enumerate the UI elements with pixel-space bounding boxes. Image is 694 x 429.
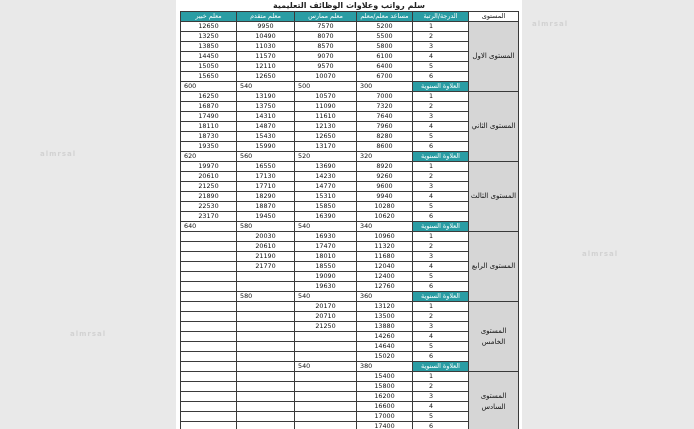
annual-raise-value: 640: [181, 222, 237, 232]
table-body: [181, 22, 519, 429]
salary-cell: 13880: [357, 322, 413, 332]
annual-raise-value: 620: [181, 152, 237, 162]
salary-cell: 14640: [357, 342, 413, 352]
grade-cell: 3: [413, 182, 469, 192]
salary-cell: 19350: [181, 142, 237, 152]
salary-cell: [237, 352, 295, 362]
annual-raise-value: 600: [181, 82, 237, 92]
salary-cell: 6100: [357, 52, 413, 62]
salary-cell: 15020: [357, 352, 413, 362]
salary-cell: 9260: [357, 172, 413, 182]
salary-cell: [295, 412, 357, 422]
annual-raise-label: العلاوة السنوية: [413, 82, 469, 92]
grade-cell: 3: [413, 252, 469, 262]
salary-cell: 9940: [357, 192, 413, 202]
salary-cell: [237, 302, 295, 312]
left-margin: [0, 0, 176, 429]
watermark-text: almrsal: [70, 330, 107, 338]
salary-cell: 22530: [181, 202, 237, 212]
table-row: [181, 132, 519, 142]
table-row: [181, 202, 519, 212]
salary-cell: 21250: [181, 182, 237, 192]
salary-cell: 14310: [237, 112, 295, 122]
annual-raise-row: [181, 292, 519, 302]
annual-raise-value: 500: [295, 82, 357, 92]
table-row: [181, 422, 519, 429]
salary-cell: 10070: [295, 72, 357, 82]
grade-cell: 1: [413, 232, 469, 242]
salary-cell: 5800: [357, 42, 413, 52]
document-title: سلم رواتب وعلاوات الوظائف التعليمية: [273, 1, 425, 10]
annual-raise-value: 380: [357, 362, 413, 372]
salary-cell: 18290: [237, 192, 295, 202]
salary-cell: 17470: [295, 242, 357, 252]
salary-cell: 21890: [181, 192, 237, 202]
grade-cell: 5: [413, 342, 469, 352]
salary-cell: 9570: [295, 62, 357, 72]
grade-cell: 3: [413, 112, 469, 122]
level-name-cell: المستوى الثاني: [469, 92, 519, 162]
annual-raise-value: 300: [357, 82, 413, 92]
salary-cell: 20710: [295, 312, 357, 322]
salary-cell: 17490: [181, 112, 237, 122]
right-margin: [522, 0, 694, 429]
salary-cell: 19090: [295, 272, 357, 282]
salary-cell: [181, 342, 237, 352]
salary-cell: 16930: [295, 232, 357, 242]
salary-cell: 17000: [357, 412, 413, 422]
table-row: [181, 192, 519, 202]
header-level: المستوى: [469, 12, 519, 22]
grade-cell: 5: [413, 202, 469, 212]
salary-cell: 13850: [181, 42, 237, 52]
annual-raise-row: [181, 152, 519, 162]
annual-raise-row: [181, 82, 519, 92]
level-name-cell: المستوى الاول: [469, 22, 519, 92]
grade-cell: 6: [413, 282, 469, 292]
table-row: [181, 392, 519, 402]
grade-cell: 3: [413, 392, 469, 402]
salary-cell: 10570: [295, 92, 357, 102]
table-row: [181, 302, 519, 312]
salary-cell: 7000: [357, 92, 413, 102]
annual-raise-label: العلاوة السنوية: [413, 222, 469, 232]
annual-raise-value: 540: [295, 292, 357, 302]
salary-cell: 14870: [237, 122, 295, 132]
salary-cell: [181, 272, 237, 282]
grade-cell: 5: [413, 132, 469, 142]
salary-cell: 11570: [237, 52, 295, 62]
table-row: [181, 122, 519, 132]
salary-cell: [181, 302, 237, 312]
salary-cell: 12760: [357, 282, 413, 292]
annual-raise-label: العلاوة السنوية: [413, 292, 469, 302]
annual-raise-value: 540: [237, 82, 295, 92]
salary-cell: 6700: [357, 72, 413, 82]
salary-cell: 18730: [181, 132, 237, 142]
salary-cell: 14260: [357, 332, 413, 342]
grade-cell: 1: [413, 162, 469, 172]
grade-cell: 6: [413, 212, 469, 222]
table-row: [181, 402, 519, 412]
salary-cell: [237, 382, 295, 392]
annual-raise-value: 580: [237, 292, 295, 302]
salary-cell: [181, 392, 237, 402]
salary-cell: 15990: [237, 142, 295, 152]
salary-cell: 15650: [181, 72, 237, 82]
grade-cell: 4: [413, 122, 469, 132]
grade-cell: 3: [413, 322, 469, 332]
salary-cell: 12650: [181, 22, 237, 32]
header-practitioner-teacher: معلم ممارس: [295, 12, 357, 22]
salary-cell: 7320: [357, 102, 413, 112]
salary-cell: 17130: [237, 172, 295, 182]
salary-cell: 10620: [357, 212, 413, 222]
annual-raise-value: [181, 362, 237, 372]
salary-cell: 13250: [181, 32, 237, 42]
annual-raise-value: 580: [237, 222, 295, 232]
grade-cell: 4: [413, 332, 469, 342]
salary-cell: 5500: [357, 32, 413, 42]
grade-cell: 2: [413, 32, 469, 42]
table-row: [181, 282, 519, 292]
grade-cell: 2: [413, 242, 469, 252]
salary-cell: 11610: [295, 112, 357, 122]
salary-cell: [181, 372, 237, 382]
salary-cell: 21250: [295, 322, 357, 332]
annual-raise-value: 340: [357, 222, 413, 232]
salary-cell: 9600: [357, 182, 413, 192]
table-row: [181, 332, 519, 342]
salary-cell: [237, 332, 295, 342]
salary-cell: 7570: [295, 22, 357, 32]
salary-cell: 16200: [357, 392, 413, 402]
header-expert-teacher: معلم خبير: [181, 12, 237, 22]
salary-cell: 16550: [237, 162, 295, 172]
table-row: [181, 372, 519, 382]
salary-cell: [237, 402, 295, 412]
annual-raise-value: 560: [237, 152, 295, 162]
salary-cell: 17710: [237, 182, 295, 192]
salary-cell: 14450: [181, 52, 237, 62]
grade-cell: 2: [413, 382, 469, 392]
salary-cell: [181, 282, 237, 292]
header-advanced-teacher: معلم متقدم: [237, 12, 295, 22]
table-row: [181, 242, 519, 252]
grade-cell: 5: [413, 62, 469, 72]
salary-cell: 17400: [357, 422, 413, 429]
level-name-cell: المستوى الرابع: [469, 232, 519, 302]
salary-cell: 16390: [295, 212, 357, 222]
table-row: [181, 352, 519, 362]
level-name-cell: المستوى السادس: [469, 372, 519, 429]
salary-cell: 15850: [295, 202, 357, 212]
salary-cell: [237, 422, 295, 429]
grade-cell: 2: [413, 312, 469, 322]
salary-cell: 20610: [237, 242, 295, 252]
grade-cell: 3: [413, 42, 469, 52]
watermark-text: almrsal: [532, 20, 569, 28]
table-row: [181, 212, 519, 222]
salary-cell: 12650: [237, 72, 295, 82]
salary-cell: 13500: [357, 312, 413, 322]
level-name-cell: المستوى الثالث: [469, 162, 519, 232]
salary-cell: 13170: [295, 142, 357, 152]
table-row: [181, 252, 519, 262]
grade-cell: 2: [413, 172, 469, 182]
salary-scale-document: [176, 0, 522, 429]
salary-cell: 19450: [237, 212, 295, 222]
annual-raise-label: العلاوة السنوية: [413, 362, 469, 372]
salary-cell: 9950: [237, 22, 295, 32]
grade-cell: 4: [413, 52, 469, 62]
salary-cell: 18550: [295, 262, 357, 272]
grade-cell: 5: [413, 412, 469, 422]
grade-cell: 1: [413, 22, 469, 32]
salary-cell: [237, 412, 295, 422]
grade-cell: 1: [413, 92, 469, 102]
salary-cell: 20610: [181, 172, 237, 182]
salary-cell: 12130: [295, 122, 357, 132]
salary-cell: [295, 422, 357, 429]
table-row: [181, 342, 519, 352]
salary-cell: 13690: [295, 162, 357, 172]
annual-raise-value: [237, 362, 295, 372]
salary-cell: 11320: [357, 242, 413, 252]
salary-cell: 8600: [357, 142, 413, 152]
table-row: [181, 312, 519, 322]
salary-cell: 19970: [181, 162, 237, 172]
salary-cell: 21190: [237, 252, 295, 262]
salary-cell: 10280: [357, 202, 413, 212]
salary-cell: [181, 412, 237, 422]
salary-cell: 19630: [295, 282, 357, 292]
grade-cell: 6: [413, 72, 469, 82]
table-header-row: [181, 12, 519, 22]
annual-raise-row: [181, 362, 519, 372]
salary-cell: 11030: [237, 42, 295, 52]
salary-cell: 8070: [295, 32, 357, 42]
table-row: [181, 92, 519, 102]
salary-cell: [181, 422, 237, 429]
table-row: [181, 62, 519, 72]
grade-cell: 4: [413, 402, 469, 412]
table-row: [181, 232, 519, 242]
salary-cell: [237, 282, 295, 292]
salary-cell: [181, 232, 237, 242]
salary-cell: 13190: [237, 92, 295, 102]
salary-cell: 18870: [237, 202, 295, 212]
salary-cell: 13750: [237, 102, 295, 112]
salary-cell: 12040: [357, 262, 413, 272]
annual-raise-value: 320: [357, 152, 413, 162]
salary-cell: 5200: [357, 22, 413, 32]
grade-cell: 1: [413, 302, 469, 312]
salary-cell: 6400: [357, 62, 413, 72]
salary-cell: 18110: [181, 122, 237, 132]
salary-cell: 13120: [357, 302, 413, 312]
salary-cell: 11090: [295, 102, 357, 112]
salary-cell: 10490: [237, 32, 295, 42]
table-row: [181, 322, 519, 332]
salary-cell: [237, 342, 295, 352]
salary-cell: 15400: [357, 372, 413, 382]
annual-raise-value: 520: [295, 152, 357, 162]
grade-cell: 6: [413, 352, 469, 362]
annual-raise-value: 540: [295, 362, 357, 372]
annual-raise-label: العلاوة السنوية: [413, 152, 469, 162]
salary-cell: [237, 312, 295, 322]
table-row: [181, 262, 519, 272]
salary-cell: [181, 322, 237, 332]
grade-cell: 4: [413, 192, 469, 202]
salary-cell: [295, 352, 357, 362]
salary-cell: 15800: [357, 382, 413, 392]
salary-cell: 11680: [357, 252, 413, 262]
salary-cell: [181, 382, 237, 392]
salary-cell: [295, 392, 357, 402]
salary-cell: 14770: [295, 182, 357, 192]
salary-cell: 12400: [357, 272, 413, 282]
salary-cell: 8920: [357, 162, 413, 172]
salary-cell: 23170: [181, 212, 237, 222]
salary-cell: 12110: [237, 62, 295, 72]
table-row: [181, 72, 519, 82]
salary-cell: [295, 332, 357, 342]
grade-cell: 2: [413, 102, 469, 112]
salary-cell: 8280: [357, 132, 413, 142]
salary-cell: 16600: [357, 402, 413, 412]
salary-cell: [181, 262, 237, 272]
table-row: [181, 182, 519, 192]
table-row: [181, 162, 519, 172]
annual-raise-value: [181, 292, 237, 302]
salary-cell: 10960: [357, 232, 413, 242]
salary-cell: [237, 272, 295, 282]
table-row: [181, 32, 519, 42]
salary-cell: 7960: [357, 122, 413, 132]
annual-raise-row: [181, 222, 519, 232]
salary-cell: 20030: [237, 232, 295, 242]
salary-cell: [181, 352, 237, 362]
table-row: [181, 172, 519, 182]
table-row: [181, 112, 519, 122]
salary-cell: 16250: [181, 92, 237, 102]
salary-cell: [181, 312, 237, 322]
salary-cell: [181, 402, 237, 412]
salary-cell: 12650: [295, 132, 357, 142]
table-row: [181, 142, 519, 152]
watermark-text: almrsal: [582, 250, 619, 258]
header-grade: الدرجة/الرتبة: [413, 12, 469, 22]
table-row: [181, 412, 519, 422]
salary-cell: [181, 242, 237, 252]
salary-cell: 16870: [181, 102, 237, 112]
watermark-text: almrsal: [40, 150, 77, 158]
level-name-cell: المستوى الخامس: [469, 302, 519, 372]
salary-cell: [295, 382, 357, 392]
salary-cell: 14230: [295, 172, 357, 182]
salary-cell: 8570: [295, 42, 357, 52]
salary-cell: 18010: [295, 252, 357, 262]
annual-raise-value: 540: [295, 222, 357, 232]
salary-cell: 21770: [237, 262, 295, 272]
salary-cell: 15050: [181, 62, 237, 72]
salary-cell: 15310: [295, 192, 357, 202]
salary-table: [180, 11, 519, 429]
grade-cell: 6: [413, 142, 469, 152]
salary-cell: [181, 252, 237, 262]
table-row: [181, 22, 519, 32]
grade-cell: 5: [413, 272, 469, 282]
grade-cell: 1: [413, 372, 469, 382]
salary-cell: [295, 342, 357, 352]
grade-cell: 4: [413, 262, 469, 272]
salary-cell: [237, 322, 295, 332]
table-row: [181, 42, 519, 52]
table-row: [181, 52, 519, 62]
table-row: [181, 382, 519, 392]
salary-cell: [237, 392, 295, 402]
salary-cell: 9070: [295, 52, 357, 62]
table-row: [181, 272, 519, 282]
grade-cell: 6: [413, 422, 469, 429]
salary-cell: [181, 332, 237, 342]
salary-cell: 20170: [295, 302, 357, 312]
salary-cell: 15430: [237, 132, 295, 142]
salary-cell: 7640: [357, 112, 413, 122]
annual-raise-value: 360: [357, 292, 413, 302]
table-row: [181, 102, 519, 112]
salary-cell: [237, 372, 295, 382]
salary-cell: [295, 402, 357, 412]
header-assistant-teacher: مساعد معلم/معلم: [357, 12, 413, 22]
salary-cell: [295, 372, 357, 382]
